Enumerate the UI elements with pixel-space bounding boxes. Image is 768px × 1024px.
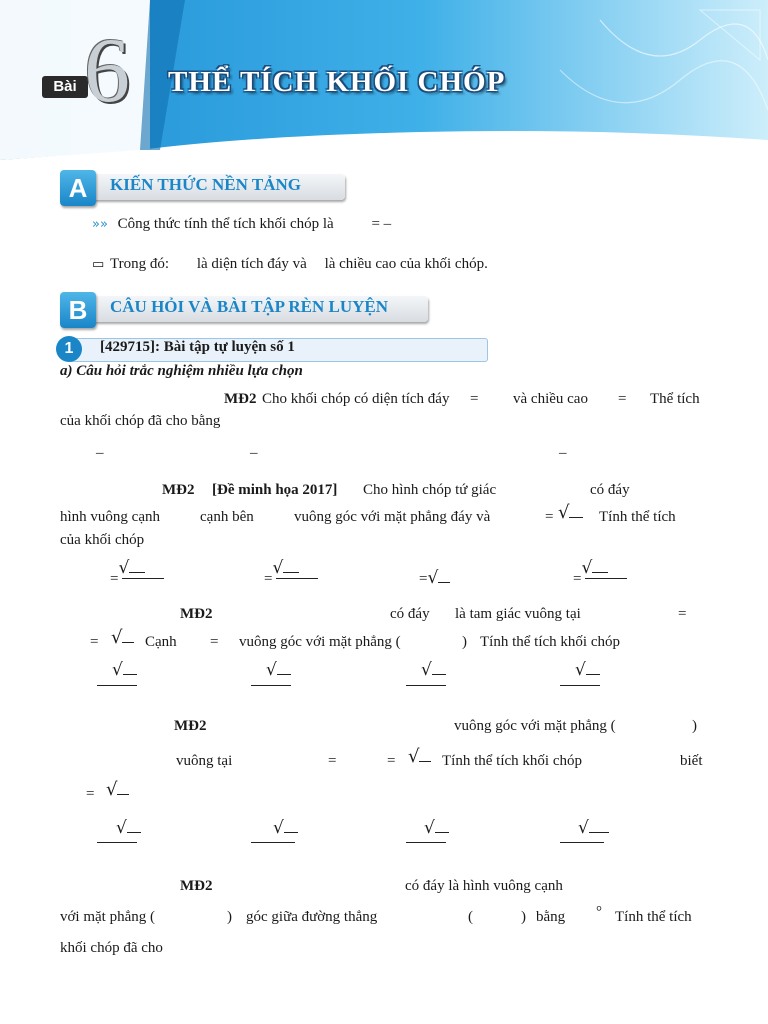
q2-l2a: hình vuông cạnh bbox=[60, 509, 160, 525]
q1-option-a: – bbox=[96, 445, 104, 461]
sqrt-icon: √ bbox=[408, 747, 431, 767]
q4-option-d-sqrt: √ bbox=[578, 818, 609, 838]
exercise-subtitle: a) Câu hỏi trắc nghiệm nhiều lựa chọn bbox=[60, 363, 303, 379]
q4-option-a-fraction-bar bbox=[97, 842, 137, 843]
q3-option-b-fraction-bar bbox=[251, 685, 291, 686]
q4-option-d-fraction-bar bbox=[560, 842, 604, 843]
q2-option-b-fraction-bar bbox=[276, 578, 318, 579]
q1-text-line2: của khối chóp đã cho bằng bbox=[60, 413, 221, 429]
exercise-banner bbox=[56, 336, 486, 362]
q4-l2c: = bbox=[387, 753, 396, 769]
q3-l2f: Tính thể tích khối chóp bbox=[480, 634, 620, 650]
q4-option-a-sqrt: √ bbox=[116, 818, 141, 838]
q2-option-b: =√ bbox=[264, 568, 299, 589]
q2-option-d-fraction-bar bbox=[585, 578, 627, 579]
q5-text-1: có đáy là hình vuông cạnh bbox=[405, 878, 563, 894]
q3-text-1: có đáy bbox=[390, 606, 430, 622]
section-a-banner bbox=[60, 170, 345, 203]
q5-l2g: ° bbox=[596, 904, 602, 920]
q2-l2e: Tính thể tích bbox=[599, 509, 676, 525]
sqrt-icon: √ bbox=[558, 503, 583, 523]
q1-eq-2: = bbox=[618, 391, 627, 407]
q2-l2d: = bbox=[545, 509, 554, 525]
q5-l2h: Tính thể tích bbox=[615, 909, 692, 925]
exercise-title: [429715]: Bài tập tự luyện số 1 bbox=[100, 339, 295, 355]
q4-option-c-sqrt: √ bbox=[424, 818, 449, 838]
q3-l2e: ) bbox=[462, 634, 467, 650]
q3-option-c-fraction-bar bbox=[406, 685, 446, 686]
q4-text-2: ) bbox=[692, 718, 697, 734]
section-a-title: KIẾN THỨC NỀN TẢNG bbox=[110, 175, 301, 194]
q5-l2b: ) bbox=[227, 909, 232, 925]
q2-level: MĐ2 bbox=[162, 482, 195, 498]
section-b-title: CÂU HỎI VÀ BÀI TẬP RÈN LUYỆN bbox=[110, 297, 389, 316]
q3-text-3: = bbox=[678, 606, 687, 622]
q5-l2c: góc giữa đường thẳng bbox=[246, 909, 378, 925]
q5-l2a: với mặt phẳng ( bbox=[60, 909, 155, 925]
section-b-banner bbox=[60, 292, 428, 325]
double-chevron-icon: »» bbox=[92, 217, 108, 232]
q3-l2d: vuông góc với mặt phẳng ( bbox=[239, 634, 401, 650]
lesson-number: 6 bbox=[84, 19, 130, 121]
q3-option-b-sqrt: √ bbox=[266, 660, 291, 680]
q2-option-a: =√ bbox=[110, 568, 145, 589]
q4-option-b-fraction-bar bbox=[251, 842, 295, 843]
page-title: THỂ TÍCH KHỐI CHÓP bbox=[168, 66, 506, 98]
q3-l2c: = bbox=[210, 634, 219, 650]
q3-text-2: là tam giác vuông tại bbox=[455, 606, 581, 622]
q1-level: MĐ2 bbox=[224, 391, 257, 407]
exercise-number: 1 bbox=[56, 336, 82, 362]
q1-option-d: – bbox=[559, 445, 567, 461]
q1-option-b: – bbox=[250, 445, 258, 461]
note-mid: là diện tích đáy và bbox=[196, 256, 307, 272]
formula-line bbox=[92, 214, 391, 235]
q2-option-c: =√ bbox=[419, 568, 450, 589]
section-b-badge: B bbox=[60, 292, 96, 328]
q4-l3: = bbox=[86, 786, 95, 802]
q2-option-d: =√ bbox=[573, 568, 608, 589]
q2-text-2: có đáy bbox=[590, 482, 630, 498]
q4-level: MĐ2 bbox=[174, 718, 207, 734]
section-a-badge: A bbox=[60, 170, 96, 206]
q3-option-c-sqrt: √ bbox=[421, 660, 446, 680]
q3-option-a-sqrt: √ bbox=[112, 660, 137, 680]
q1-eq-1: = bbox=[470, 391, 479, 407]
q2-text-1: Cho hình chóp tứ giác bbox=[363, 482, 497, 498]
q3-level: MĐ2 bbox=[180, 606, 213, 622]
formula-text: Công thức tính thể tích khối chóp là bbox=[117, 216, 334, 232]
note-line bbox=[92, 254, 488, 275]
q1-text-1: Cho khối chóp có diện tích đáy bbox=[262, 391, 450, 407]
sqrt-icon: √ bbox=[106, 780, 129, 800]
q3-option-d-fraction-bar bbox=[560, 685, 600, 686]
q2-source: [Đề minh họa 2017] bbox=[212, 482, 338, 498]
q5-level: MĐ2 bbox=[180, 878, 213, 894]
q4-l2a: vuông tại bbox=[176, 753, 233, 769]
q2-l2c: vuông góc với mặt phẳng đáy và bbox=[294, 509, 491, 525]
q5-l2f: bằng bbox=[536, 909, 566, 925]
sqrt-icon: √ bbox=[111, 628, 134, 648]
note-start: Trong đó: bbox=[110, 256, 170, 272]
q4-option-b-sqrt: √ bbox=[273, 818, 298, 838]
q5-l3: khối chóp đã cho bbox=[60, 940, 163, 956]
q3-option-d-sqrt: √ bbox=[575, 660, 600, 680]
q3-l2a: = bbox=[90, 634, 99, 650]
formula-tail: = – bbox=[371, 216, 392, 232]
q4-text-1: vuông góc với mặt phẳng ( bbox=[454, 718, 616, 734]
q4-l2e: biết bbox=[680, 753, 703, 769]
q3-option-a-fraction-bar bbox=[97, 685, 137, 686]
q1-text-3: Thể tích bbox=[650, 391, 700, 407]
lesson-label: Bài bbox=[42, 76, 88, 98]
q4-option-c-fraction-bar bbox=[406, 842, 446, 843]
q5-l2d: ( bbox=[468, 909, 473, 925]
q1-text-2: và chiều cao bbox=[513, 391, 588, 407]
q2-l2b: cạnh bên bbox=[200, 509, 254, 525]
q3-l2b: Cạnh bbox=[145, 634, 177, 650]
q2-option-a-fraction-bar bbox=[122, 578, 164, 579]
note-end: là chiều cao của khối chóp. bbox=[324, 256, 488, 272]
q4-l2d: Tính thể tích khối chóp bbox=[442, 753, 582, 769]
q2-line3: của khối chóp bbox=[60, 532, 145, 548]
q5-l2e: ) bbox=[521, 909, 526, 925]
q4-l2b: = bbox=[328, 753, 337, 769]
book-icon: ▭ bbox=[92, 257, 105, 272]
